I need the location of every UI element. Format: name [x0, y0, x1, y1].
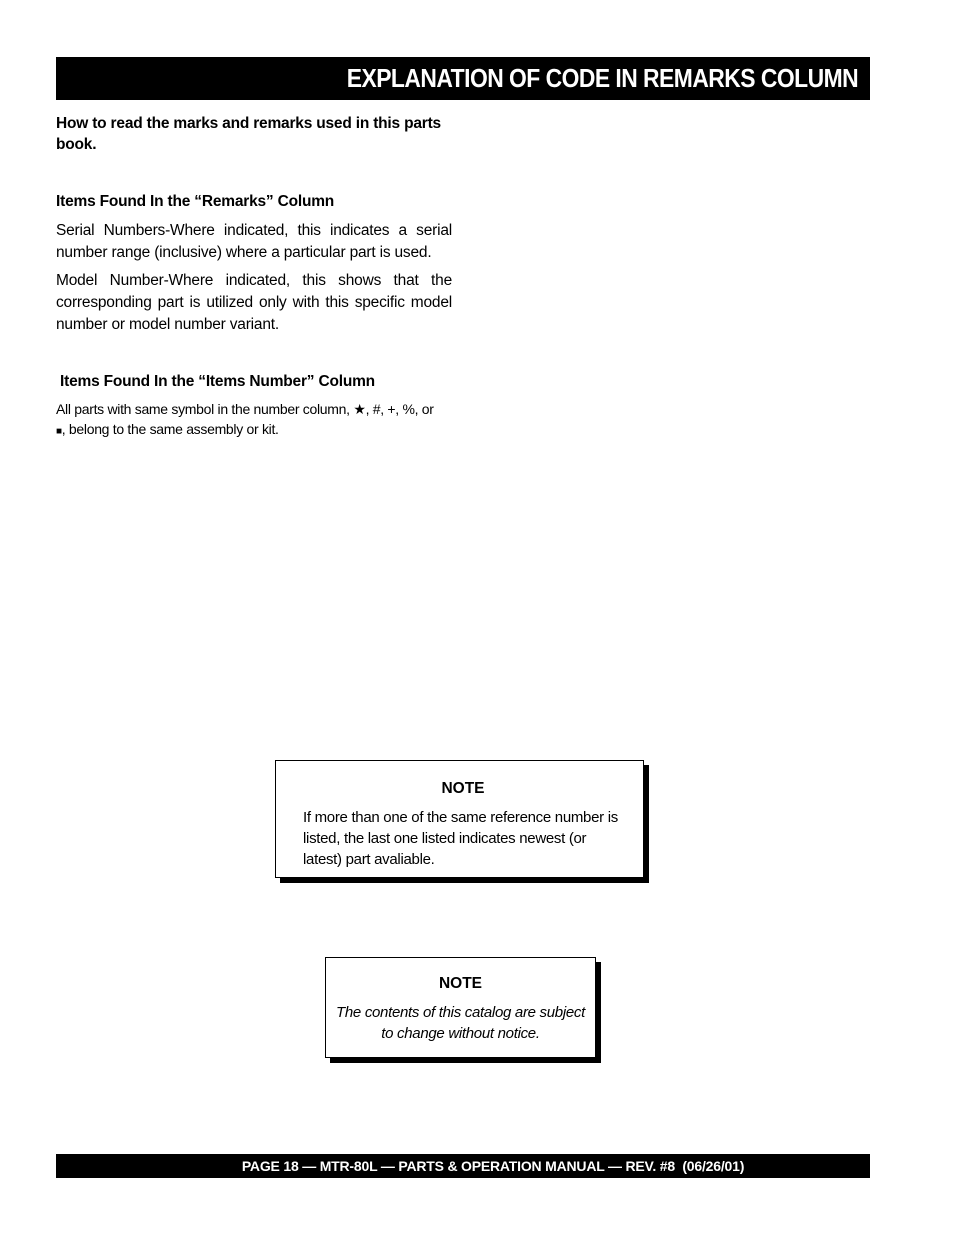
intro-text: How to read the marks and remarks used in this parts book.: [56, 115, 441, 153]
note-title: NOTE: [438, 975, 483, 992]
remarks-column-heading: Items Found In the “Remarks” Column: [56, 193, 335, 210]
model-number-text: Model Number-Where indicated, this shows that the corresponding part is utilized only with this specific model number or model number variant.: [56, 272, 452, 333]
note-text: If more than one of the same reference number is listed, the last one listed indicates newest (or latest) part avaliable.: [303, 809, 618, 868]
note-box-reference-number: [275, 760, 644, 878]
page-title: EXPLANATION OF CODE IN REMARKS COLUMN: [346, 63, 858, 93]
items-text-after: , belong to the same assembly or kit.: [61, 421, 279, 437]
footer-text: PAGE 18 — MTR-80L — PARTS & OPERATION MANUAL — REV. #8 (06/26/01): [241, 1158, 745, 1174]
note-title: NOTE: [441, 780, 485, 797]
note-box-catalog-changes: [325, 957, 596, 1058]
items-symbols: ★, #, +, %, or: [353, 401, 434, 417]
note-text: The contents of this catalog are subject to change without notice.: [336, 1004, 585, 1042]
footer-bar: [56, 1154, 870, 1178]
items-text-before: All parts with same symbol in the number column,: [56, 401, 354, 417]
square-symbol-icon: ■: [56, 426, 62, 437]
serial-numbers-text: Serial Numbers-Where indicated, this indicates a serial number range (inclusive) where a particular part is used.: [56, 222, 452, 261]
items-symbol-text: [56, 399, 452, 442]
items-number-column-heading: Items Found In the “Items Number” Column: [60, 373, 375, 390]
header-bar: [56, 57, 870, 100]
left-column: [56, 113, 452, 442]
